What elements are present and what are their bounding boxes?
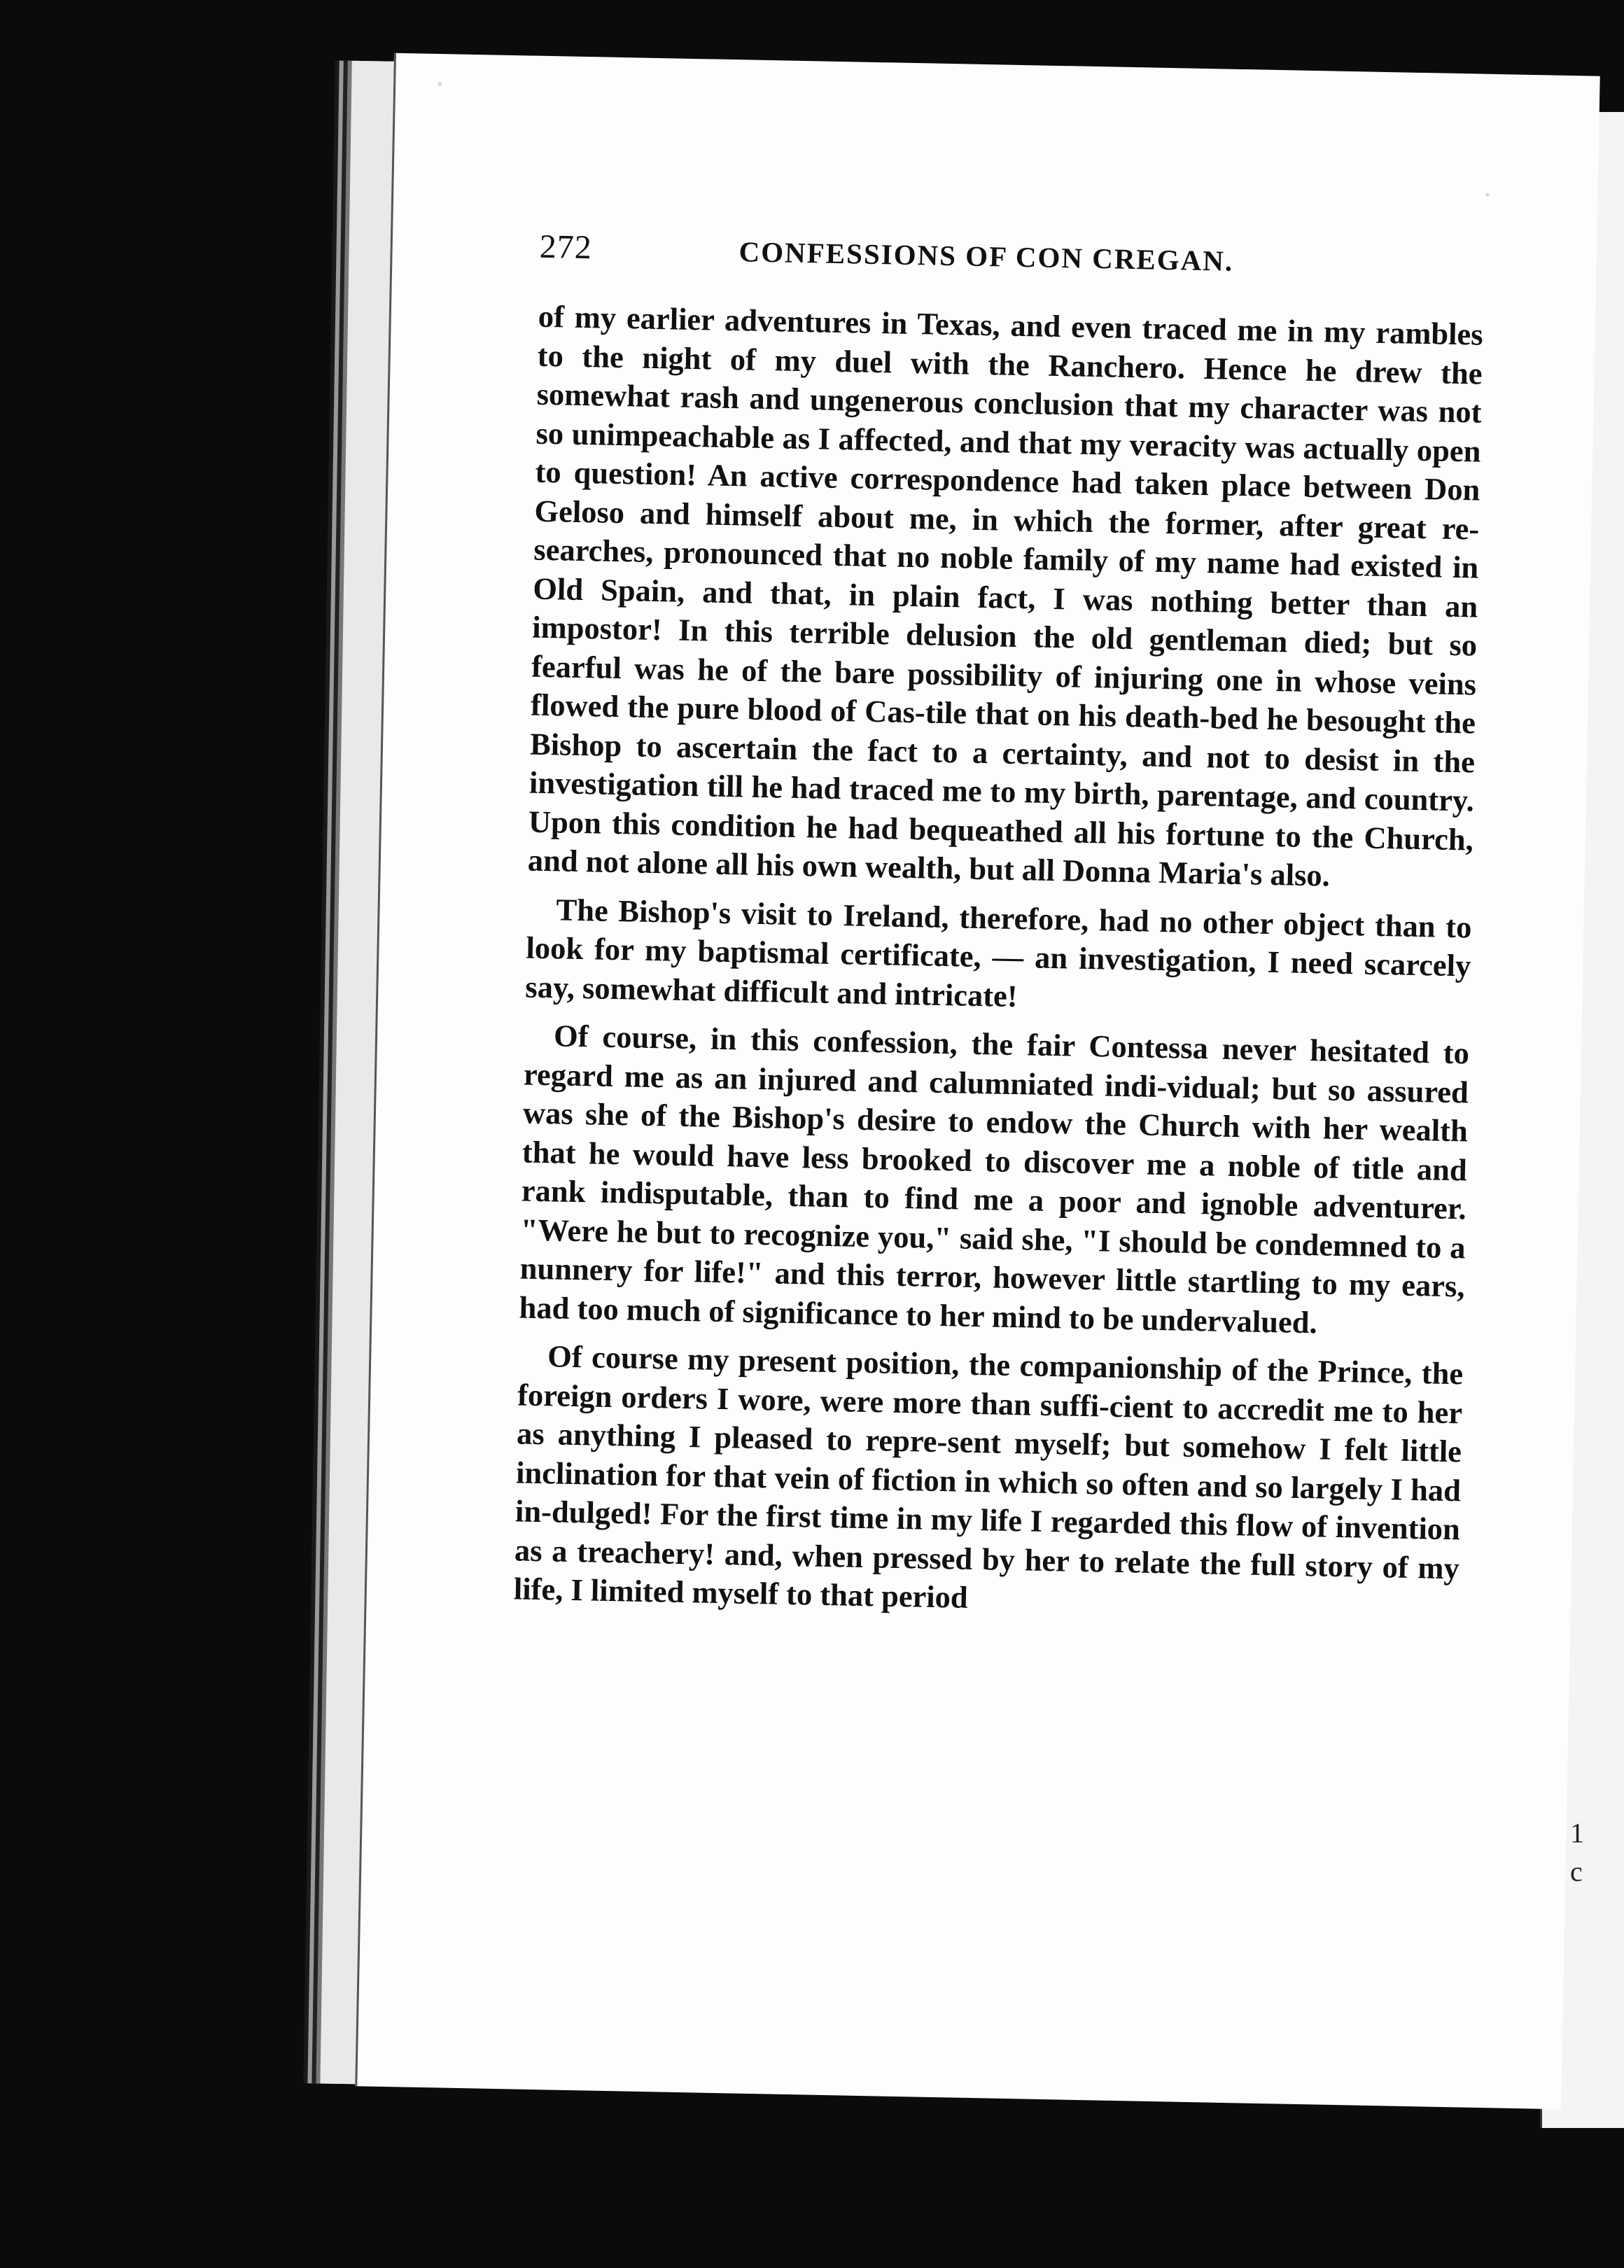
paper-speck: [1485, 193, 1489, 197]
book-page: [355, 53, 1600, 2110]
paragraph: Of course my present position, the companionship of the Prince, the foreign orders I wore, were more than suffi-cient to accredit me to her as anything I pleased to repre-sent myself; but somehow I felt little inclination for that vein of fiction in which so often and so largely I had in-dulged! For the first time in my life I regarded this flow of invention as a treachery! and, when pressed by her to relate the full story of my life, I limited myself to that period: [513, 1338, 1464, 1615]
facing-page-fragment: 1: [1570, 1817, 1584, 1849]
running-title: CONFESSIONS OF CON CREGAN.: [738, 235, 1234, 277]
paragraph: of my earlier adventures in Texas, and even traced me in my rambles to the night of my duel with the Ranchero. Hence he drew the somewhat rash and ungenerous conclusion that my character was not so unimpeachable as I affected, and that my veracity was actually open to question! An active correspondence had taken place between Don Geloso and himself about me, in which the former, after great re-searches, pronounced that no noble family of my name had existed in Old Spain, and that, in plain fact, I was nothing better than an impostor! In this terrible delusion the old gentleman died; but so fearful was he of the bare possibility of injuring one in whose veins flowed the pure blood of Cas-tile that on his death-bed he besought the Bishop to ascertain the fact to a certainty, and not to desist in the investigation till he had traced me to my birth, parentage, and country. Upon this condition he had bequeathed all his fortune to the Church, and not alone all his own wealth, but all Donna Maria's also.: [527, 298, 1484, 893]
page-content: [513, 227, 1485, 1627]
facing-page-fragment: c: [1570, 1856, 1583, 1887]
paragraph: The Bishop's visit to Ireland, therefore, had no other object than to look for my baptismal certificate, — an investigation, I need scarcely say, somewhat difficult and intricate!: [525, 891, 1472, 1014]
paper-speck: [438, 82, 442, 86]
body-text: [513, 298, 1483, 1627]
paragraph: Of course, in this confession, the fair Contessa never hesitated to regard me as an injured and calumniated indi-vidual; but so assured was she of the Bishop's desire to endow the Church with her wealth that he would have less brooked to discover me a noble of title and rank indisputable, than to find me a poor and ignoble adventurer. "Were he but to recognize you," said she, "I should be condemned to a nunnery for life!" and this terror, however little startling to my ears, had too much of significance to her mind to be undervalued.: [519, 1018, 1470, 1340]
page-number: 272: [539, 227, 593, 267]
